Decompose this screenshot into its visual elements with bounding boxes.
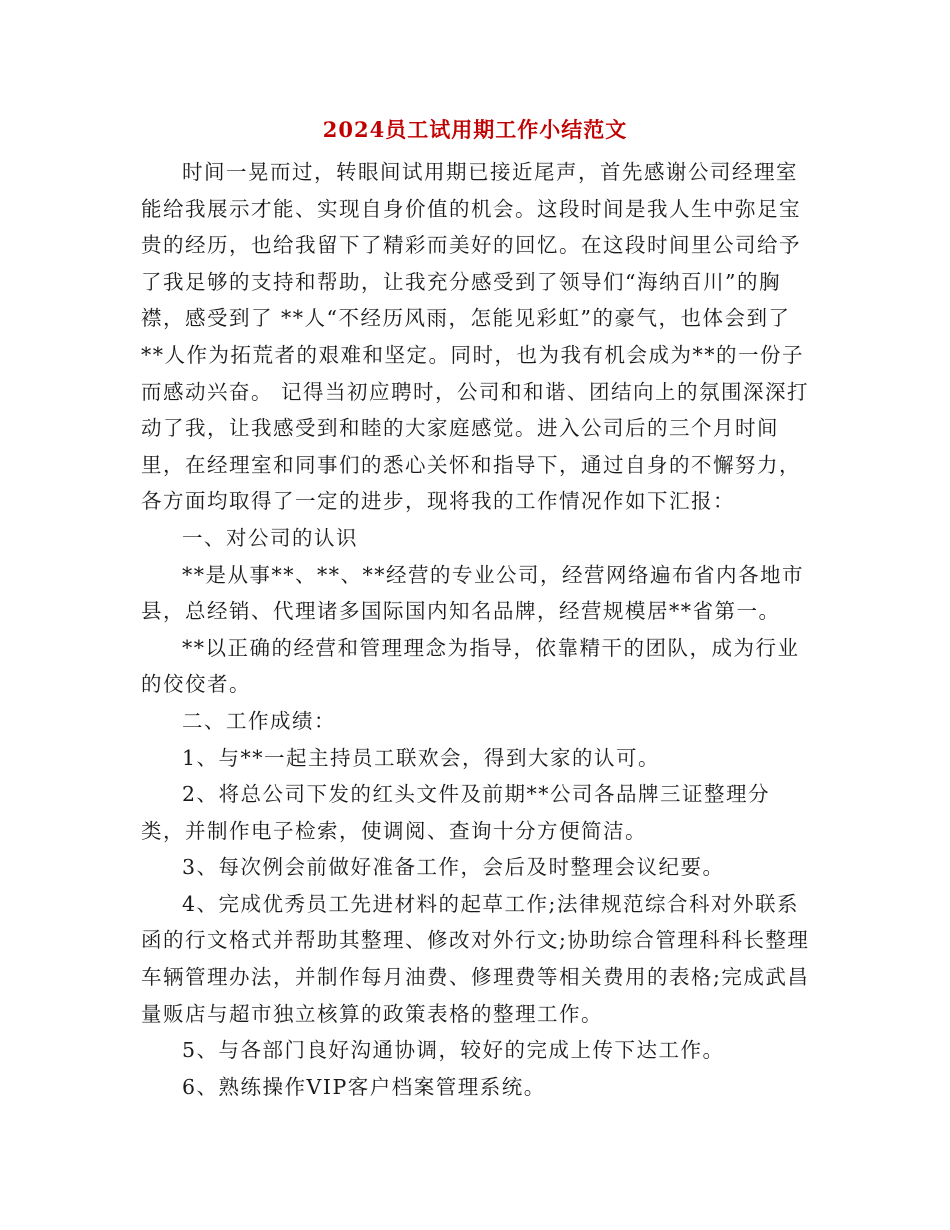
achievement-item-3: 3、每次例会前做好准备工作，会后及时整理会议纪要。 (182, 855, 725, 880)
company-paragraph-1: **是从事**、**、**经营的专业公司，经营网络遍布省内各地市县，总经销、代理诸多国际国内知名品牌，经营规模居**省第一。 (141, 562, 804, 624)
intro-paragraph: 时间一晃而过，转眼间试用期已接近尾声，首先感谢公司经理室能给我展示才能、实现自身价值的机会。这段时间是我人生中弥足宝贵的经历，也给我留下了精彩而美好的回忆。在这段时间里公司给予了我足够的支持和帮助，让我充分感受到了领导们“海纳百川”的胸襟，感受到了 **人“不经历风雨，怎能见彩虹”的豪气，也体会到了**人作为拓荒者的艰难和坚定。同时，也为我有机会成为**的一份子而感动兴奋。 记得当初应聘时，公司和和谐、团结向上的氛围深深打动了我，让我感受到和睦的大家庭感觉。进入公司后的三个月时间里，在经理室和同事们的悉心关怀和指导下，通过自身的不懈努力，各方面均取得了一定的进步，现将我的工作情况作如下汇报： (141, 160, 810, 514)
company-paragraph-2: **以正确的经营和管理理念为指导，依靠精干的团队，成为行业的佼佼者。 (141, 635, 800, 697)
achievement-item-2: 2、将总公司下发的红头文件及前期**公司各品牌三证整理分类，并制作电子检索，使调阅、查询十分方便简洁。 (141, 782, 771, 843)
achievement-item-1: 1、与**一起主持员工联欢会，得到大家的认可。 (182, 745, 661, 770)
section-heading-company: 一、对公司的认识 (182, 525, 358, 550)
document-body (141, 154, 813, 1105)
achievement-item-5: 5、与各部门良好沟通协调，较好的完成上传下达工作。 (182, 1038, 725, 1063)
achievement-item-4: 4、完成优秀员工先进材料的起草工作;法律规范综合科对外联系函的行文格式并帮助其整理、修改对外行文;协助综合管理科科长整理车辆管理办法，并制作每月油费、修理费等相关费用的表格;完成武昌量贩店与超市独立核算的政策表格的整理工作。 (141, 891, 810, 1026)
section-heading-achievements: 二、工作成绩： (182, 708, 336, 733)
achievement-item-6: 6、熟练操作VIP客户档案管理系统。 (182, 1074, 546, 1099)
document-title: 2024员工试用期工作小结范文 (322, 117, 628, 142)
